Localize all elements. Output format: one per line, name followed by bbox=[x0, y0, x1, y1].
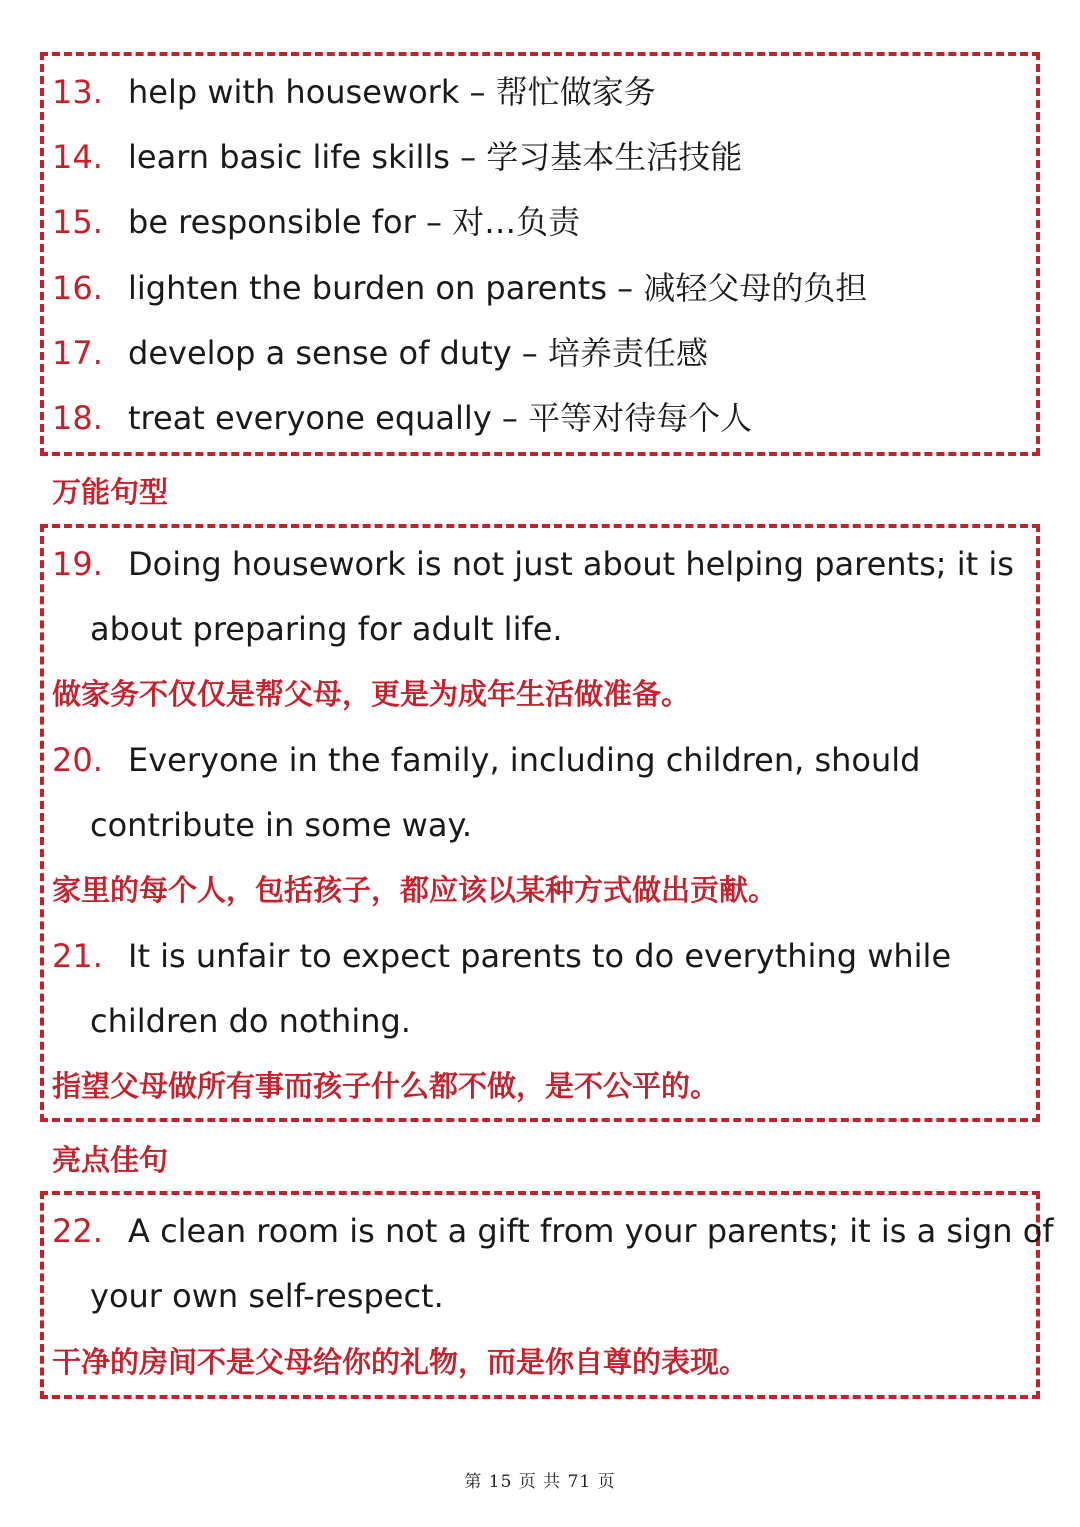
item-text: help with housework – 帮忙做家务 bbox=[128, 73, 656, 111]
sentence-en-continuation: children do nothing. bbox=[90, 1002, 411, 1040]
sentence-translation: 干净的房间不是父母给你的礼物，而是你自尊的表现。 bbox=[52, 1345, 749, 1379]
item-text: lighten the burden on parents – 减轻父母的负担 bbox=[128, 269, 868, 307]
section-heading-patterns: 万能句型 bbox=[52, 475, 169, 509]
vocab-box bbox=[40, 52, 1040, 456]
section-heading-highlights: 亮点佳句 bbox=[52, 1143, 169, 1177]
sentence-line bbox=[52, 1211, 1054, 1251]
sentence-en: Doing housework is not just about helping parents; it is bbox=[128, 545, 1014, 583]
vocab-item bbox=[52, 333, 708, 373]
vocab-item bbox=[52, 202, 580, 242]
item-text: treat everyone equally – 平等对待每个人 bbox=[128, 399, 753, 437]
item-text: develop a sense of duty – 培养责任感 bbox=[128, 334, 708, 372]
vocab-item bbox=[52, 398, 752, 438]
sentence-en: It is unfair to expect parents to do everything while bbox=[128, 937, 952, 975]
sentence-en: A clean room is not a gift from your parents; it is a sign of bbox=[128, 1212, 1054, 1250]
sentence-en-continuation: about preparing for adult life. bbox=[90, 610, 563, 648]
sentence-line bbox=[52, 936, 951, 976]
sentence-translation: 家里的每个人，包括孩子，都应该以某种方式做出贡献。 bbox=[52, 873, 778, 907]
vocab-item bbox=[52, 137, 742, 177]
sentence-translation: 指望父母做所有事而孩子什么都不做，是不公平的。 bbox=[52, 1069, 720, 1103]
sentence-translation: 做家务不仅仅是帮父母，更是为成年生活做准备。 bbox=[52, 677, 691, 711]
sentence-en-continuation: contribute in some way. bbox=[90, 806, 472, 844]
item-number: 17. bbox=[52, 334, 103, 372]
item-number: 21. bbox=[52, 937, 103, 975]
item-number: 13. bbox=[52, 73, 103, 111]
sentence-line bbox=[52, 740, 920, 780]
sentence-en-continuation: your own self-respect. bbox=[90, 1277, 444, 1315]
item-number: 14. bbox=[52, 138, 103, 176]
item-number: 19. bbox=[52, 545, 103, 583]
vocab-item bbox=[52, 268, 867, 308]
item-number: 22. bbox=[52, 1212, 103, 1250]
page-number: 第 15 页 共 71 页 bbox=[464, 1472, 616, 1492]
item-text: be responsible for – 对…负责 bbox=[128, 203, 581, 241]
vocab-item bbox=[52, 72, 656, 112]
item-number: 18. bbox=[52, 399, 103, 437]
sentence-en: Everyone in the family, including children, should bbox=[128, 741, 921, 779]
item-number: 16. bbox=[52, 269, 103, 307]
item-number: 20. bbox=[52, 741, 103, 779]
item-text: learn basic life skills – 学习基本生活技能 bbox=[128, 138, 743, 176]
item-number: 15. bbox=[52, 203, 103, 241]
sentence-line bbox=[52, 544, 1014, 584]
